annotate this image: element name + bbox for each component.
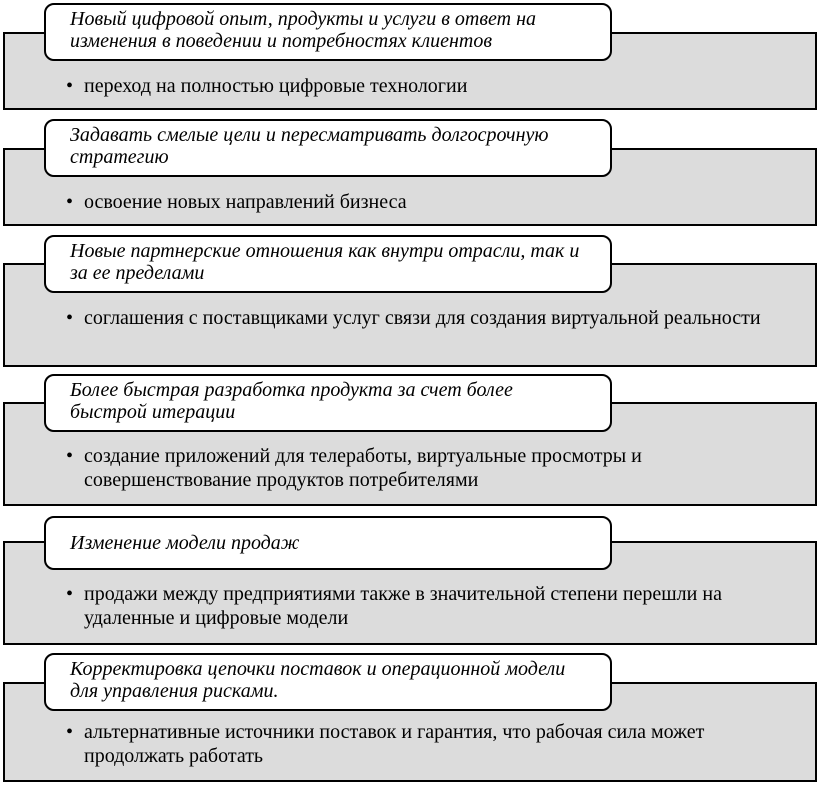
block-title — [44, 235, 612, 293]
bullet-text: переход на полностью цифровые технологии — [84, 75, 468, 97]
block-title — [44, 516, 612, 570]
block-title-text: Задавать смелые цели и пересматривать долгосрочную стратегию — [70, 124, 549, 168]
block-title-text: Корректировка цепочки поставок и операционной модели для управления рисками. — [70, 658, 566, 702]
block-bullet — [66, 582, 790, 630]
bullet-marker: • — [66, 445, 74, 467]
bullet-marker: • — [66, 307, 74, 329]
block-title — [44, 3, 612, 61]
bullet-text: освоение новых направлений бизнеса — [84, 191, 407, 213]
block-bullet — [66, 190, 790, 214]
block-bullet — [66, 74, 790, 98]
block-title-text: Изменение модели продаж — [70, 532, 300, 554]
block-bullet — [66, 306, 790, 330]
bullet-marker: • — [66, 191, 74, 213]
block-bullet — [66, 720, 790, 768]
block-title-text: Новый цифровой опыт, продукты и услуги в ответ на изменения в поведении и потребностях клиентов — [70, 8, 536, 52]
bullet-text: альтернативные источники поставок и гарантия, что рабочая сила может продолжать работать — [84, 721, 705, 767]
block-title — [44, 119, 612, 177]
block-bullet — [66, 444, 790, 492]
block-title-text: Более быстрая разработка продукта за счет более быстрой итерации — [70, 379, 513, 423]
bullet-marker: • — [66, 583, 74, 605]
block-title — [44, 374, 612, 432]
block-title — [44, 653, 612, 711]
bullet-text: продажи между предприятиями также в значительной степени перешли на удаленные и цифровые модели — [84, 583, 722, 629]
block-title-text: Новые партнерские отношения как внутри отрасли, так и за ее пределами — [70, 240, 580, 284]
bullet-text: создание приложений для телеработы, виртуальные просмотры и совершенствование продуктов потребителями — [84, 445, 642, 491]
bullet-marker: • — [66, 721, 74, 743]
bullet-text: соглашения с поставщиками услуг связи для создания виртуальной реальности — [84, 307, 761, 329]
bullet-marker: • — [66, 75, 74, 97]
